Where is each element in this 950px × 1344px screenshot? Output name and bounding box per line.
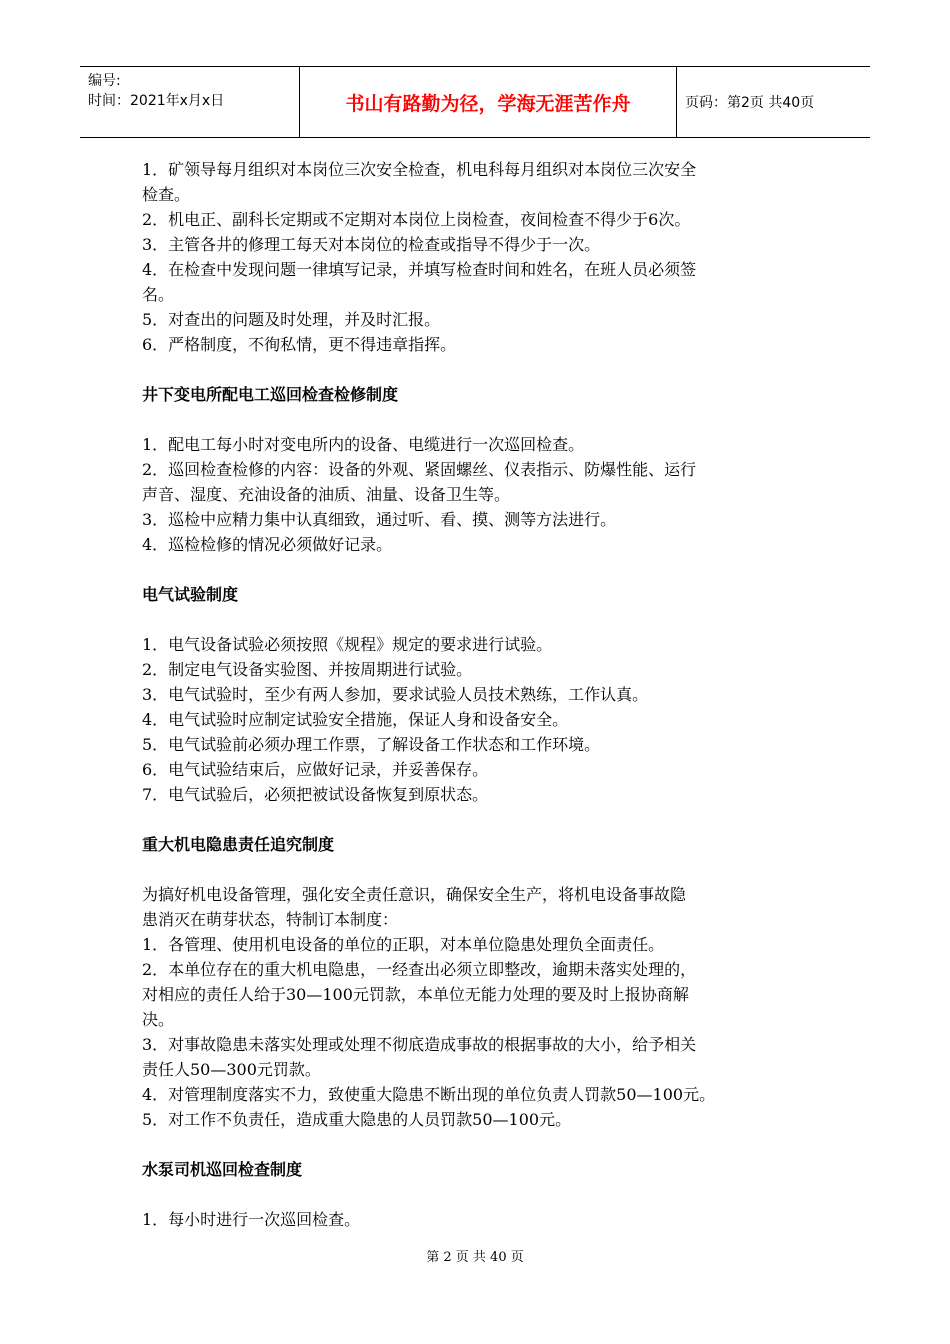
section-heading: 井下变电所配电工巡回检查检修制度 — [142, 385, 399, 404]
text-line: 对相应的责任人给于30—100元罚款，本单位无能力处理的要及时上报协商解 — [142, 985, 689, 1004]
text-line: 检查。 — [142, 185, 191, 204]
text-line: 1．矿领导每月组织对本岗位三次安全检查，机电科每月组织对本岗位三次安全 — [142, 160, 697, 179]
text-line: 声音、湿度、充油设备的油质、油量、设备卫生等。 — [142, 485, 511, 504]
header-motto: 书山有路勤为径，学海无涯苦作舟 — [300, 67, 677, 137]
text-line: 2．机电正、副科长定期或不定期对本岗位上岗检查，夜间检查不得少于6次。 — [142, 210, 691, 229]
section-heading: 重大机电隐患责任追究制度 — [142, 835, 335, 854]
section — [142, 1132, 822, 1232]
text-line: 责任人50—300元罚款。 — [142, 1060, 321, 1079]
text-line: 4．巡检检修的情况必须做好记录。 — [142, 535, 393, 554]
time-label: 时间：2021年x月x日 — [88, 93, 225, 109]
text-line: 5．对查出的问题及时处理，并及时汇报。 — [142, 310, 441, 329]
text-line: 决。 — [142, 1010, 175, 1029]
text-line: 2．本单位存在的重大机电隐患，一经查出必须立即整改，逾期未落实处理的， — [142, 960, 697, 979]
text-line: 7．电气试验后，必须把被试设备恢复到原状态。 — [142, 785, 489, 804]
section — [142, 157, 822, 357]
text-line: 1．每小时进行一次巡回检查。 — [142, 1210, 361, 1229]
text-line: 1．电气设备试验必须按照《规程》规定的要求进行试验。 — [142, 635, 553, 654]
text-line: 患消灭在萌芽状态，特制订本制度： — [142, 910, 399, 929]
text-line: 3．电气试验时，至少有两人参加，要求试验人员技术熟练，工作认真。 — [142, 685, 649, 704]
text-line: 6．严格制度，不徇私情，更不得违章指挥。 — [142, 335, 457, 354]
number-label: 编号: — [88, 73, 121, 89]
section — [142, 807, 822, 1132]
text-line: 名。 — [142, 285, 175, 304]
text-line: 6．电气试验结束后，应做好记录，并妥善保存。 — [142, 760, 489, 779]
text-line: 3．主管各井的修理工每天对本岗位的检查或指导不得少于一次。 — [142, 235, 601, 254]
text-line: 5．对工作不负责任，造成重大隐患的人员罚款50—100元。 — [142, 1110, 572, 1129]
text-line: 3．对事故隐患未落实处理或处理不彻底造成事故的根据事故的大小，给予相关 — [142, 1035, 697, 1054]
text-line: 1．各管理、使用机电设备的单位的正职，对本单位隐患处理负全面责任。 — [142, 935, 665, 954]
page-header — [80, 66, 870, 138]
header-info-cell — [80, 67, 300, 137]
text-line: 3．巡检中应精力集中认真细致，通过听、看、摸、测等方法进行。 — [142, 510, 617, 529]
text-line: 1．配电工每小时对变电所内的设备、电缆进行一次巡回检查。 — [142, 435, 585, 454]
text-line: 4．电气试验时应制定试验安全措施，保证人身和设备安全。 — [142, 710, 569, 729]
section-heading: 电气试验制度 — [142, 585, 239, 604]
text-line: 5．电气试验前必须办理工作票，了解设备工作状态和工作环境。 — [142, 735, 601, 754]
page-footer: 第 2 页 共 40 页 — [426, 1250, 524, 1265]
header-page-label: 页码：第2页 共40页 — [685, 95, 815, 111]
section — [142, 357, 822, 557]
document-body — [142, 157, 822, 1232]
section — [142, 557, 822, 807]
text-line: 4．对管理制度落实不力，致使重大隐患不断出现的单位负责人罚款50—100元。 — [142, 1085, 716, 1104]
text-line: 2．巡回检查检修的内容：设备的外观、紧固螺丝、仪表指示、防爆性能、运行 — [142, 460, 697, 479]
text-line: 2．制定电气设备实验图、并按周期进行试验。 — [142, 660, 473, 679]
text-line: 为搞好机电设备管理，强化安全责任意识，确保安全生产，将机电设备事故隐 — [142, 885, 687, 904]
text-line: 4．在检查中发现问题一律填写记录，并填写检查时间和姓名，在班人员必须签 — [142, 260, 697, 279]
section-heading: 水泵司机巡回检查制度 — [142, 1160, 303, 1179]
